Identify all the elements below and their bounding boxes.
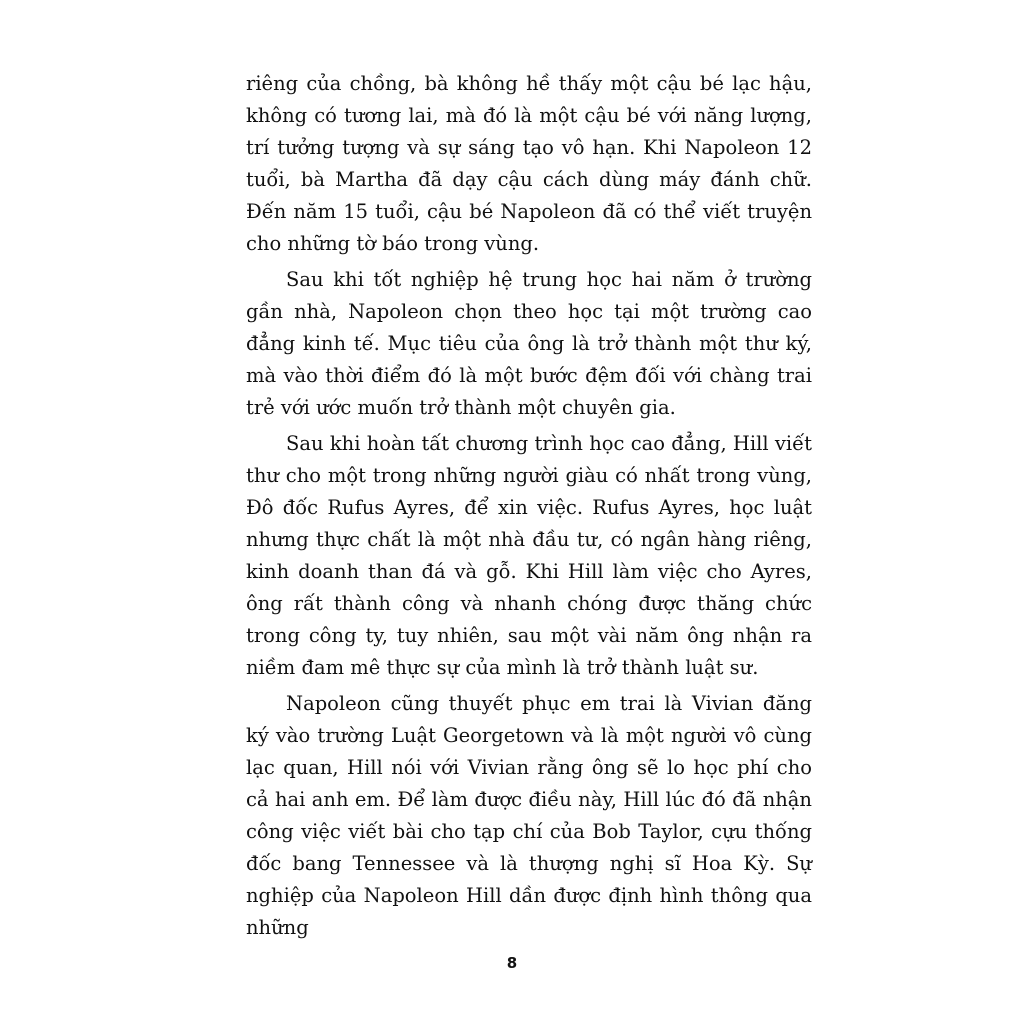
paragraph-4: Napoleon cũng thuyết phục em trai là Vivian đăng ký vào trường Luật Georgetown và là một người vô cùng lạc quan, Hill nói với Vivian rằng ông sẽ lo học phí cho cả hai anh em. Để làm được điều này, Hill lúc đó đã nhận công việc viết bài cho tạp chí của Bob Taylor, cựu thống đốc bang Tennessee và là thượng nghị sĩ Hoa Kỳ. Sự nghiệp của Napoleon Hill dần được định hình thông qua những [246,692,812,939]
paragraph-3: Sau khi hoàn tất chương trình học cao đẳng, Hill viết thư cho một trong những người giàu có nhất trong vùng, Đô đốc Rufus Ayres, để xin việc. Rufus Ayres, học luật nhưng thực chất là một nhà đầu tư, có ngân hàng riêng, kinh doanh than đá và gỗ. Khi Hill làm việc cho Ayres, ông rất thành công và nhanh chóng được thăng chức trong công ty, tuy nhiên, sau một vài năm ông nhận ra niềm đam mê thực sự của mình là trở thành luật sư. [246,432,812,679]
page-body [246,68,812,948]
paragraph-2: Sau khi tốt nghiệp hệ trung học hai năm ở trường gần nhà, Napoleon chọn theo học tại một trường cao đẳng kinh tế. Mục tiêu của ông là trở thành một thư ký, mà vào thời điểm đó là một bước đệm đối với chàng trai trẻ với ước muốn trở thành một chuyên gia. [246,268,812,419]
paragraph-1: riêng của chồng, bà không hề thấy một cậu bé lạc hậu, không có tương lai, mà đó là một cậu bé với năng lượng, trí tưởng tượng và sự sáng tạo vô hạn. Khi Napoleon 12 tuổi, bà Martha đã dạy cậu cách dùng máy đánh chữ. Đến năm 15 tuổi, cậu bé Napoleon đã có thể viết truyện cho những tờ báo trong vùng. [246,72,812,255]
page-number: 8 [506,954,518,972]
